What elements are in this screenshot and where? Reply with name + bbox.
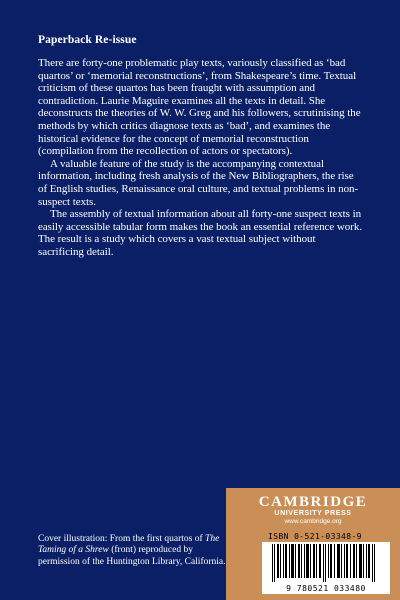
cover-illustration-credit xyxy=(38,534,228,568)
barcode-bars xyxy=(262,542,390,584)
illustration-credit-prefix: Cover illustration: From the first quartos of xyxy=(38,534,203,544)
isbn-label: ISBN 0-521-03348-9 xyxy=(268,532,362,541)
blurb-paragraph-1: There are forty-one problematic play texts, variously classified as ‘bad quartos’ or ‘memorial reconstructions’, from Shakespeare’s time. Textual criticism of these quartos has been fraught with assumption and contradiction. Laurie Maguire examines all the texts in detail. She deconstructs the theories of W. W. Greg and his followers, scrutinising the methods by which critics diagnose texts as ‘bad’, and examines the historical evidence for the concept of memorial reconstruction (compilation from the recollection of actors or spectators). xyxy=(38,57,361,158)
blurb-paragraph-3: The assembly of textual information about all forty-one suspect texts in easily accessible tabular form makes the book an essential reference work. The result is a study which covers a vast textual subject without sacrificing detail. xyxy=(38,208,363,258)
barcode xyxy=(262,542,390,594)
blurb-text xyxy=(38,57,364,259)
publisher-name: CAMBRIDGE xyxy=(258,494,368,510)
barcode-number: 9 780521 033480 xyxy=(286,584,366,593)
reissue-heading: Paperback Re-issue xyxy=(38,34,137,46)
illustration-credit-suffix: (front) reproduced by permission of the Huntington Library, California. xyxy=(38,545,226,567)
publisher-press: UNIVERSITY PRESS xyxy=(274,510,352,517)
publisher-url: www.cambridge.org xyxy=(284,518,342,525)
illustration-credit-title: The Taming of a Shrew xyxy=(38,534,220,556)
blurb-paragraph-2: A valuable feature of the study is the accompanying contextual information, including fresh analysis of the New Bibliographers, the rise of English studies, Renaissance oral culture, and textual problems in non-suspect texts. xyxy=(38,157,359,208)
